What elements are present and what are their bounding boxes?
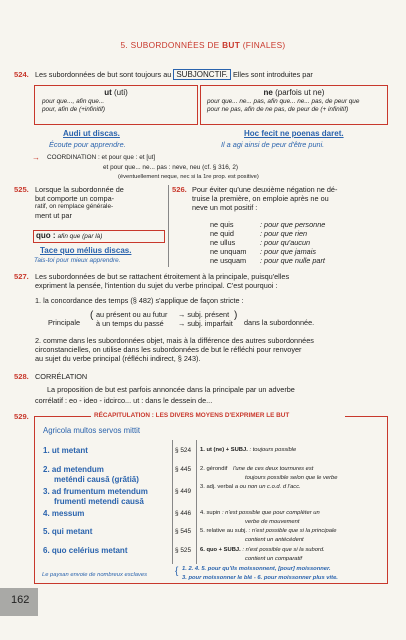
recap-right-5: 5. relative au subj. : n'est possible que si la principale [200, 528, 337, 534]
example-ne: Hoc fecit ne poenas daret. [244, 129, 344, 138]
recap-left-2b: meténdi causā (grātiā) [54, 475, 139, 484]
recap-right-3: 3. adj. verbal a ou non un c.o.d. d l'acc. [200, 484, 301, 490]
arrow-icon: → [32, 153, 40, 162]
ref-2: § 445 [175, 466, 191, 473]
recap-right-6b: contient un comparatif [245, 556, 303, 562]
brace-left: ( [90, 310, 94, 321]
section-number-525: 525. [14, 185, 29, 194]
recap-border-left [34, 416, 35, 584]
ne-box: ne (parfois ut ne) pour que... ne... pas, afin que... ne... pas, de peur que pour ne pas, afin de ne pas, de peur de (+ infinitif) [200, 85, 388, 125]
example-ut: Audi ut discas. [63, 129, 120, 138]
section-title: 5. SUBORDONNÉES DE BUT (FINALES) [120, 40, 286, 50]
recap-right-4: 4. supin : n'est possible que pour compléter un [200, 510, 320, 516]
coordination-3: (éventuellement neque, nec si la 1re prop. est positive) [118, 174, 259, 180]
recap-border-right [387, 416, 388, 584]
s528-line1: La proposition de but est parfois annoncée dans la principale par un adverbe [47, 385, 295, 394]
recap-right-5b: contient un antécédent [245, 537, 304, 543]
concordance-rules: au présent ou au futur → subj. présent à un temps du passé → subj. imparfait [96, 310, 233, 329]
s527-p3: 2. comme dans les subordonnées objet, mais à la différence des autres subordonnées circonstancielles, on utilise dans les subordonnées de but le réfléchi pour renvoyer au sujet du verbe principal (réfléchi indirect, § 243). [35, 336, 314, 364]
quo-box: quo : afin que (par là) [33, 230, 165, 243]
refs-divider-right [196, 440, 197, 564]
s525-text: Lorsque la subordonnée de but comporte un compa- ratif, on remplace générale- ment ut par [35, 185, 124, 221]
s527-p2: 1. la concordance des temps (§ 482) s'applique de façon stricte : [35, 296, 244, 305]
example-ne-translation: Il a agi ainsi de peur d'être puni. [221, 140, 325, 149]
recap-left-1: 1. ut metant [43, 446, 88, 455]
recap-left-5: 5. qui metant [43, 527, 93, 536]
recap-left-3b: frumenti metendi causā [54, 497, 144, 506]
s528-line2: corrélatif : eo - ideo - idcirco... ut : dans le dessein de... [35, 396, 213, 405]
recap-right-6: 6. quo + SUBJ. : n'est possible que si la subord. [200, 547, 325, 553]
coordination-1: COORDINATION : et pour que : et [ut] [47, 154, 156, 161]
recap-title: RÉCAPITULATION : LES DIVERS MOYENS D'EXPRIMER LE BUT [94, 412, 290, 419]
correlation-heading: CORRÉLATION [35, 372, 88, 381]
page-number: 162 [11, 594, 30, 606]
section-number-529: 529. [14, 412, 29, 421]
ut-box: ut (uti) pour que..., afin que... pour, afin de (+infinitif) [34, 85, 198, 125]
ref-4: § 446 [175, 510, 191, 517]
recap-right-1: 1. ut (ne) + SUBJ. : toujours possible [200, 447, 297, 453]
recap-left-6: 6. quo celérius metant [43, 546, 128, 555]
brace-right: ) [234, 310, 238, 321]
coordination-2: et pour que... ne... pas : neve, neu (cf. § 316, 2) [103, 164, 238, 171]
page-number-tab [0, 588, 38, 616]
s527-p1: Les subordonnées de but se rattachent étroitement à la principale, puisqu'elles expriment la pensée, l'intention du sujet du verbe principal. C'est pourquoi : [35, 272, 290, 291]
ref-3: § 449 [175, 488, 191, 495]
recap-left-2: 2. ad metendum [43, 465, 104, 474]
brace-bottom: { [175, 566, 179, 577]
section-number-528: 528. [14, 372, 29, 381]
recap-bottom-right-1: 1. 2. 4. 5. pour qu'ils moissonnent, [pour] moissonner. [182, 566, 331, 572]
example-quo: Tace quo mélius discas. [40, 246, 132, 255]
recap-border-bottom [34, 583, 388, 584]
ref-1: § 524 [175, 447, 191, 454]
principale-label: Principale [48, 318, 81, 327]
recap-sentence: Agricola multos servos mittit [43, 426, 141, 435]
recap-right-4b: verbe de mouvement [245, 519, 300, 525]
dans-la-subordonnee: dans la subordonnée. [244, 318, 315, 327]
recap-rule-left [35, 416, 91, 417]
refs-divider-left [172, 440, 173, 564]
s526-table: ne quis : pour que personne ne quid : pour que rien ne ullus : pour qu'aucun ne unquam : pour que jamais ne usquam : pour que nulle part [210, 220, 326, 266]
subjonctif-box: SUBJONCTIF. [173, 69, 231, 80]
example-ut-translation: Écoute pour apprendre. [49, 140, 126, 149]
recap-left-3: 3. ad frumentum metendum [43, 487, 148, 496]
recap-bottom-left: Le paysan envoie de nombreux esclaves [42, 572, 148, 578]
section-number-527: 527. [14, 272, 29, 281]
section-number-526: 526. [172, 185, 187, 194]
divider [168, 185, 169, 267]
recap-right-2: 2. gérondif l'une de ces deux tournures est [200, 466, 314, 472]
recap-right-2b: toujours possible selon que le verbe [245, 475, 338, 481]
ref-6: § 525 [175, 547, 191, 554]
section-number-524: 524. [14, 70, 29, 79]
ref-5: § 545 [175, 528, 191, 535]
s524-intro: Les subordonnées de but sont toujours au SUBJONCTIF. Elles sont introduites par [35, 70, 313, 79]
example-quo-translation: Tais-toi pour mieux apprendre. [34, 257, 121, 264]
recap-rule-right [345, 416, 387, 417]
s526-text: Pour éviter qu'une deuxième négation ne dé- truise la première, on emploie après ne ou neve un mot positif : [192, 185, 338, 213]
recap-left-4: 4. messum [43, 509, 85, 518]
recap-bottom-right-2: 3. pour moissonner le blé - 6. pour moissonner plus vite. [182, 575, 338, 581]
